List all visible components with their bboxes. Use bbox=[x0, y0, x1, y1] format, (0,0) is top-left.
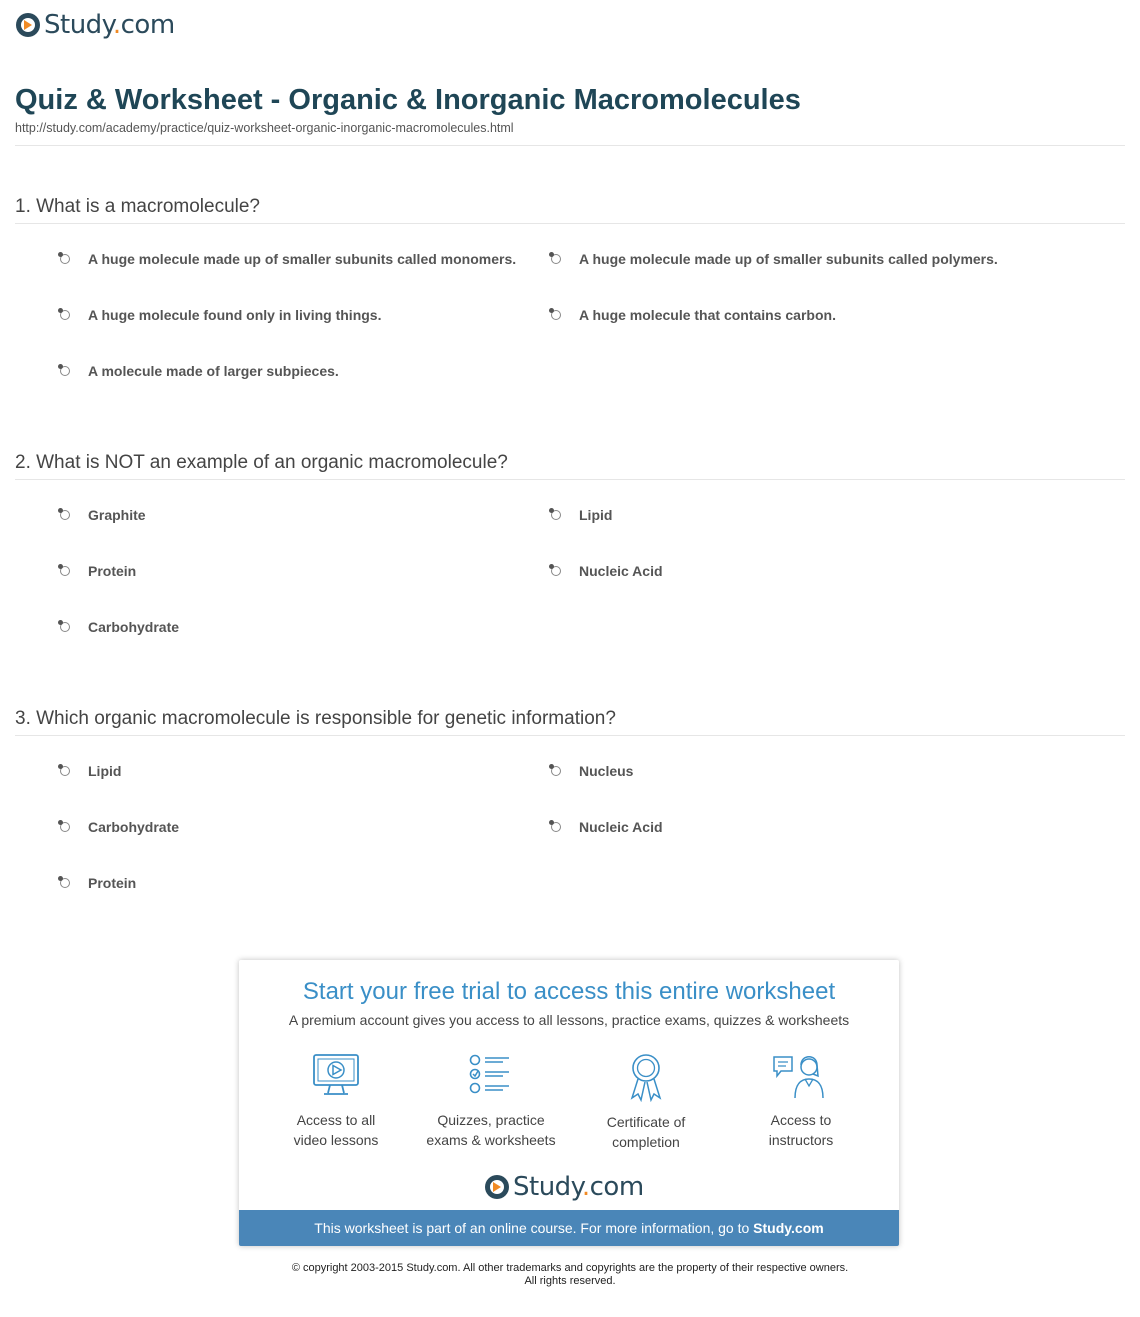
study-play-icon bbox=[485, 1175, 509, 1199]
radio-button[interactable] bbox=[551, 510, 561, 520]
copyright-line: © copyright 2003-2015 Study.com. All other trademarks and copyrights are the property of their respective owners. bbox=[291, 1262, 849, 1274]
question-divider bbox=[15, 223, 1125, 224]
answer-label: A molecule made of larger subpieces. bbox=[88, 363, 339, 379]
promo-title[interactable]: Start your free trial to access this entire worksheet bbox=[302, 978, 836, 1005]
answer-option[interactable] bbox=[60, 305, 381, 325]
answer-label: Nucleus bbox=[579, 763, 634, 779]
copyright-notice bbox=[0, 1262, 1140, 1288]
answer-option[interactable] bbox=[551, 761, 633, 781]
radio-button[interactable] bbox=[60, 622, 70, 632]
question-2 bbox=[15, 451, 1125, 480]
radio-button[interactable] bbox=[60, 366, 70, 376]
feature-quizzes bbox=[416, 1052, 566, 1150]
free-trial-promo bbox=[239, 960, 899, 1246]
radio-button[interactable] bbox=[551, 310, 561, 320]
feature-label: Access to instructors bbox=[768, 1112, 834, 1148]
question-text: 1. What is a macromolecule? bbox=[15, 196, 260, 217]
feature-label: Quizzes, practice exams & worksheets bbox=[426, 1112, 556, 1148]
answer-label: Protein bbox=[88, 563, 137, 579]
course-info-text: This worksheet is part of an online course. For more information, go to bbox=[314, 1220, 754, 1236]
promo-subtitle: A premium account gives you access to all lessons, practice exams, quizzes & worksheets bbox=[288, 1012, 850, 1028]
answer-label: A huge molecule made up of smaller subunits called polymers. bbox=[579, 251, 998, 267]
answer-option[interactable] bbox=[60, 873, 136, 893]
course-info-bar bbox=[239, 1210, 899, 1246]
study-play-icon bbox=[16, 13, 40, 37]
checklist-icon bbox=[465, 1052, 517, 1100]
question-divider bbox=[15, 735, 1125, 736]
radio-button[interactable] bbox=[551, 766, 561, 776]
answer-label: Carbohydrate bbox=[88, 619, 180, 635]
video-monitor-icon bbox=[310, 1052, 362, 1100]
question-divider bbox=[15, 479, 1125, 480]
radio-button[interactable] bbox=[60, 510, 70, 520]
question-3 bbox=[15, 707, 1125, 736]
question-text: 2. What is NOT an example of an organic macromolecule? bbox=[15, 452, 508, 473]
logo-wordmark: Study.com bbox=[513, 1172, 644, 1202]
radio-button[interactable] bbox=[551, 254, 561, 264]
answer-option[interactable] bbox=[60, 249, 516, 269]
answer-option[interactable] bbox=[60, 561, 136, 581]
instructor-chat-icon bbox=[771, 1052, 831, 1100]
feature-instructors bbox=[726, 1052, 876, 1150]
logo-wordmark: Study.com bbox=[44, 10, 175, 40]
rights-reserved-line: All rights reserved. bbox=[524, 1275, 616, 1287]
answer-label: Lipid bbox=[88, 763, 122, 779]
answer-label: A huge molecule made up of smaller subunits called monomers. bbox=[88, 251, 517, 267]
page-title: Quiz & Worksheet - Organic & Inorganic Macromolecules bbox=[15, 84, 801, 116]
radio-button[interactable] bbox=[60, 878, 70, 888]
radio-button[interactable] bbox=[551, 822, 561, 832]
answer-option[interactable] bbox=[60, 617, 179, 637]
radio-button[interactable] bbox=[60, 566, 70, 576]
answer-label: Carbohydrate bbox=[88, 819, 180, 835]
feature-certificate bbox=[571, 1052, 721, 1152]
study-link[interactable]: Study.com bbox=[753, 1220, 824, 1236]
answer-option[interactable] bbox=[60, 817, 179, 837]
answer-option[interactable] bbox=[551, 305, 836, 325]
promo-study-logo[interactable] bbox=[485, 1172, 644, 1202]
answer-label: Nucleic Acid bbox=[579, 563, 663, 579]
feature-label: Certificate of completion bbox=[606, 1114, 686, 1150]
answer-option[interactable] bbox=[551, 561, 663, 581]
feature-label: Access to all video lessons bbox=[293, 1112, 379, 1148]
answer-option[interactable] bbox=[60, 361, 339, 381]
answer-option[interactable] bbox=[551, 249, 998, 269]
header-divider bbox=[15, 145, 1125, 146]
answer-label: Lipid bbox=[579, 507, 613, 523]
answer-option[interactable] bbox=[60, 761, 121, 781]
answer-label: Nucleic Acid bbox=[579, 819, 663, 835]
radio-button[interactable] bbox=[60, 310, 70, 320]
answer-option[interactable] bbox=[551, 505, 612, 525]
certificate-ribbon-icon bbox=[620, 1052, 672, 1102]
radio-button[interactable] bbox=[60, 254, 70, 264]
answer-label: A huge molecule that contains carbon. bbox=[579, 307, 836, 323]
answer-option[interactable] bbox=[60, 505, 146, 525]
page-url: http://study.com/academy/practice/quiz-worksheet-organic-inorganic-macromolecules.html bbox=[15, 121, 514, 135]
answer-label: Graphite bbox=[88, 507, 146, 523]
feature-video-lessons bbox=[261, 1052, 411, 1150]
answer-label: Protein bbox=[88, 875, 137, 891]
radio-button[interactable] bbox=[551, 566, 561, 576]
radio-button[interactable] bbox=[60, 766, 70, 776]
radio-button[interactable] bbox=[60, 822, 70, 832]
question-text: 3. Which organic macromolecule is responsible for genetic information? bbox=[15, 708, 616, 729]
study-logo[interactable] bbox=[16, 10, 175, 40]
answer-label: A huge molecule found only in living things. bbox=[88, 307, 382, 323]
answer-option[interactable] bbox=[551, 817, 663, 837]
question-1 bbox=[15, 195, 1125, 224]
